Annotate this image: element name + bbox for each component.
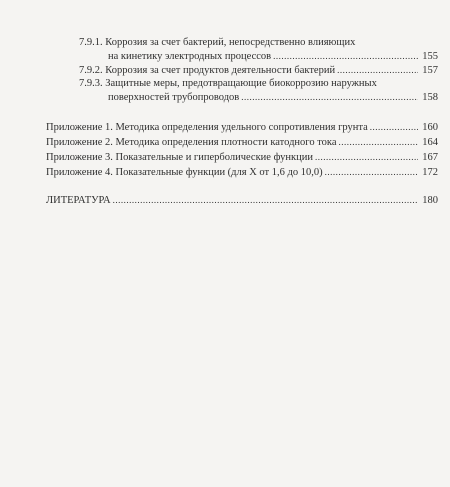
page-number: 172: [422, 167, 438, 178]
leader-dots: [241, 91, 418, 104]
leader-dots: [273, 50, 418, 63]
toc-appendix-2: [46, 136, 438, 149]
literature-title: ЛИТЕРАТУРА: [46, 195, 111, 206]
leader-dots: [113, 194, 418, 207]
section-title-part1: Защитные меры, предотвращающие биокоррозию наружных: [105, 78, 377, 89]
section-number: 7.9.3.: [79, 78, 103, 89]
toc-appendix-3: [46, 151, 438, 164]
page-number: 180: [422, 195, 438, 206]
leader-dots: [339, 136, 418, 149]
appendix-title: Приложение 1. Методика определения удельного сопротивления грунта: [46, 122, 368, 133]
section-title-part1: Коррозия за счет бактерий, непосредственно влияющих: [105, 37, 356, 48]
leader-dots: [315, 151, 418, 164]
toc-appendix-1: [46, 121, 438, 134]
appendix-title: Приложение 2. Методика определения плотности катодного тока: [46, 137, 337, 148]
appendix-title: Приложение 4. Показательные функции (для X от 1,6 до 10,0): [46, 167, 323, 178]
toc-entry-7-9-1-line2: [108, 50, 438, 63]
page-number: 164: [422, 137, 438, 148]
section-number: 7.9.1.: [79, 37, 103, 48]
section-title-part2: на кинетику электродных процессов: [108, 51, 272, 62]
toc-entry-7-9-3-line1: [79, 77, 377, 90]
toc-literature: [46, 194, 438, 207]
leader-dots: [325, 166, 418, 179]
toc-entry-7-9-2: [79, 64, 438, 77]
section-number: 7.9.2.: [79, 65, 103, 76]
page-number: 155: [422, 51, 438, 62]
section-title-part2: поверхностей трубопроводов: [108, 92, 240, 103]
section-title: Коррозия за счет продуктов деятельности бактерий: [105, 65, 336, 76]
leader-dots: [337, 64, 418, 77]
page-number: 157: [422, 65, 438, 76]
page-number: 158: [422, 92, 438, 103]
toc-appendix-4: [46, 166, 438, 179]
toc-entry-7-9-1-line1: [79, 36, 355, 49]
page-number: 160: [422, 122, 438, 133]
appendix-title: Приложение 3. Показательные и гиперболические функции: [46, 152, 313, 163]
leader-dots: [370, 121, 418, 134]
page-number: 167: [422, 152, 438, 163]
toc-entry-7-9-3-line2: [108, 91, 438, 104]
